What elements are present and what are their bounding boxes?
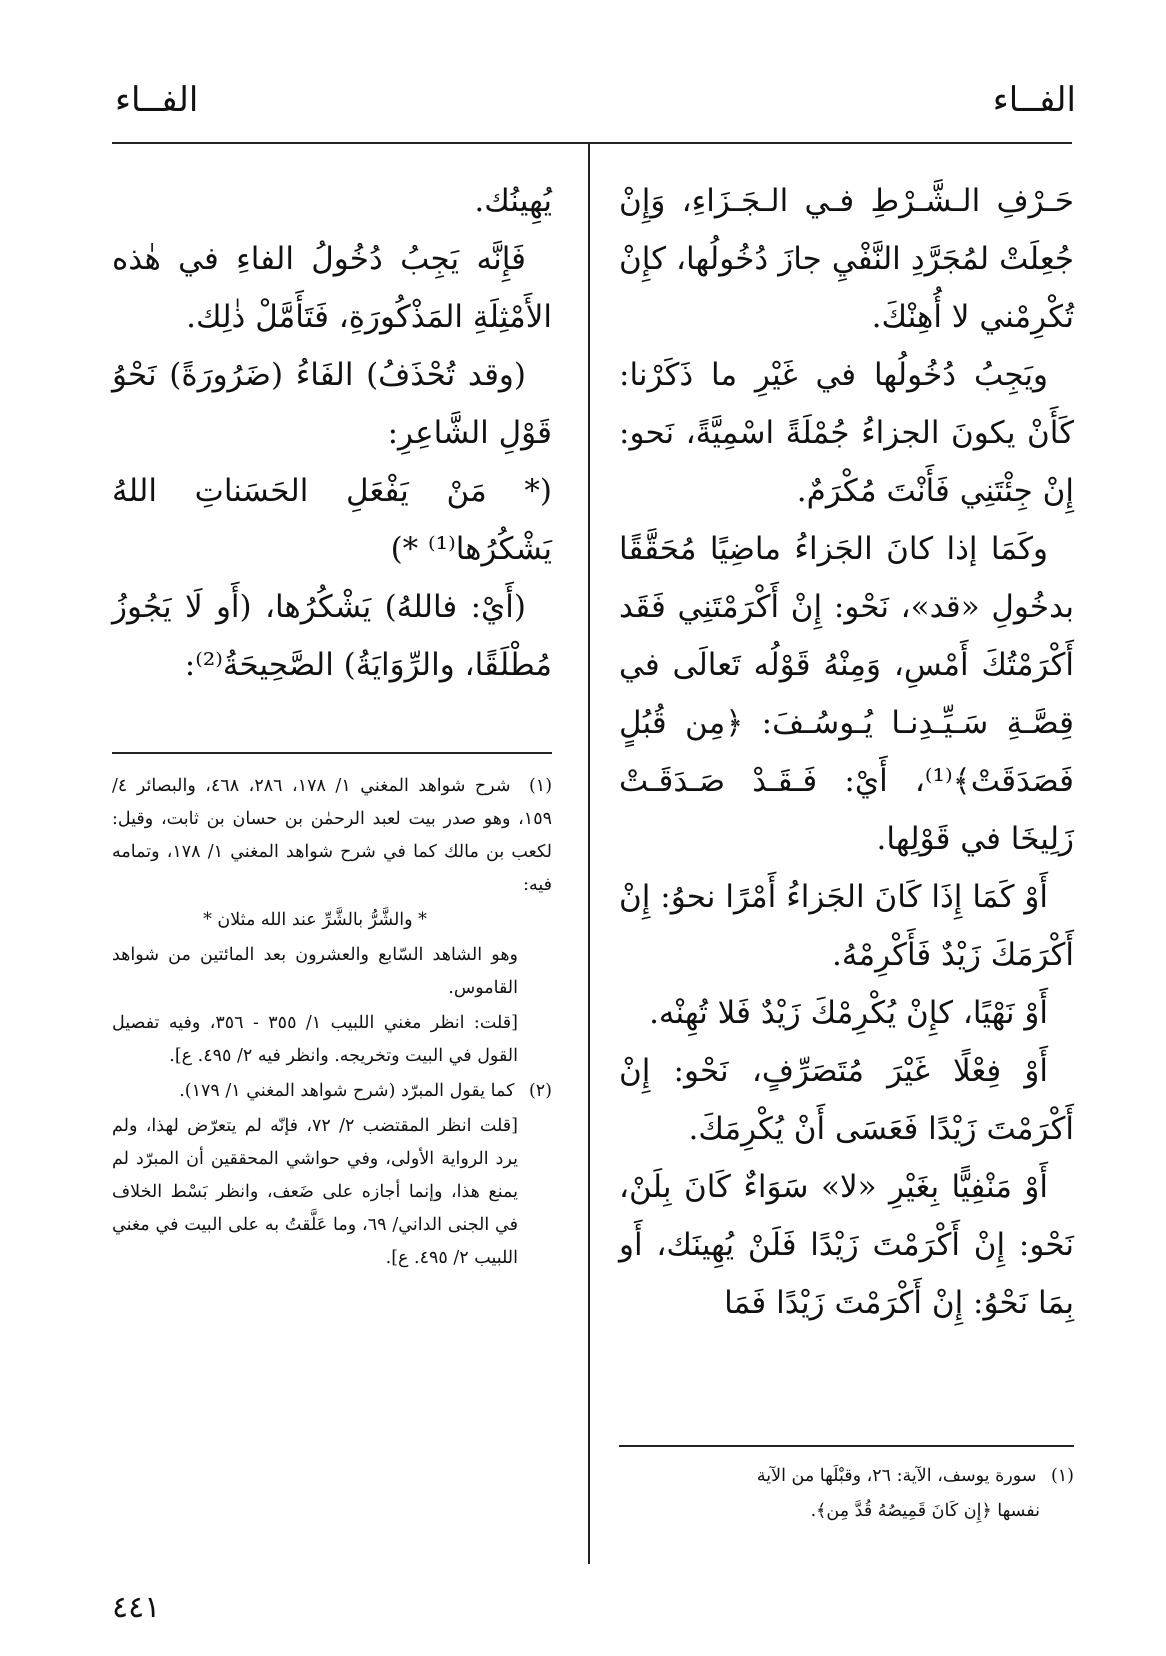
paragraph: يُهِينُك. xyxy=(474,183,552,219)
footnote-text: كما يقول المبرّد (شرح شواهد المغني ١/ ١٧٩). xyxy=(179,1081,515,1101)
footnote xyxy=(112,1007,552,1073)
footnote-rule-left xyxy=(112,752,552,754)
verse-line: (* مَنْ يَفْعَلِ الحَسَناتِ اللهُ يَشْكُرُها⁽¹⁾ *) xyxy=(112,473,552,567)
paragraph: وكَمَا إذا كانَ الجَزاءُ ماضِيًا مُحَقَّقًا بدخُولِ «قد»، نَحْو: إِنْ أَكْرَمْتَنِي فَقَد أَكْرَمْتُكَ أَمْسِ، وَمِنْهُ قَوْلُه تَعالَى في قِصَّـةِ سَـيِّـدِنـا يُـوسُـفَ: ﴿مِن قُبُلٍ فَصَدَقَتْ﴾⁽¹⁾، أَيْ: فَـقَـدْ صَـدَقَـتْ زَلِيخَا في قَوْلِها. xyxy=(619,531,1074,857)
footnote-rule-right xyxy=(619,1445,1074,1447)
paragraph: فَإِنَّه يَجِبُ دُخُولُ الفاءِ في هٰذه الأَمْثِلَةِ المَذْكُورَةِ، فَتَأَمَّلْ ذٰلِك. xyxy=(112,241,552,335)
paragraph: (وقد تُحْذَفُ) الفَاءُ (ضَرُورَةً) نَحْوُ قَوْلِ الشَّاعِرِ: xyxy=(112,357,552,451)
footnote-text: شرح شواهد المغني ١/ ١٧٨، ٢٨٦، ٤٦٨، والبصائر ٤/ ١٥٩، وهو صدر بيت لعبد الرحمٰن بن حسان بن ثابت، وقيل: لكعب بن مالك كما في شرح شواهد المغني ١/ ١٧٨، وتمامه فيه: xyxy=(112,776,552,895)
footnote-text: * والشَّرُّ بالشَّرِّ عند الله مثلان * xyxy=(203,910,427,930)
footnote xyxy=(619,1460,1074,1493)
page-number: ٤٤١ xyxy=(112,1590,161,1625)
footnote xyxy=(112,1075,552,1108)
footnote xyxy=(112,939,552,1005)
paragraph: ويَجِبُ دُخُولُها في غَيْرِ ما ذَكَرْنا: كَأَنْ يكونَ الجزاءُ جُمْلَةً اسْمِيَّةً، نَحو: إِنْ جِئْتَنِي فَأَنْتَ مُكْرَمٌ. xyxy=(619,357,1074,509)
paragraph: أَوْ كَمَا إِذَا كَانَ الجَزاءُ أَمْرًا نحوُ: إِنْ أَكْرَمَكَ زَيْدٌ فَأَكْرِمْهُ. xyxy=(619,879,1074,973)
footnote-text: نفسها ﴿إِن كَانَ قَمِيصُهُ قُدَّ مِن﴾. xyxy=(810,1501,1040,1521)
footnotes-right xyxy=(619,1460,1074,1530)
footnote-number: (١) xyxy=(1050,1466,1074,1486)
paragraph: أَوْ نَهْيًا، كإِنْ يُكْرِمْكَ زَيْدٌ فَلا تُهِنْه. xyxy=(649,995,1048,1031)
paragraph: أَوْ مَنْفِيًّا بِغَيْرِ «لا» سَوَاءٌ كَانَ بِلَنْ، نَحْو: إِنْ أَكْرَمْتَ زَيْدًا فَلَنْ يُهِينَك، أَو بِمَا نَحْوُ: إِنْ أَكْرَمْتَ زَيْدًا فَمَا xyxy=(619,1169,1074,1321)
column-divider xyxy=(588,144,590,1564)
footnote xyxy=(112,1110,552,1275)
footnote-text: سورة يوسف، الآية: ٢٦، وقبْلَها من الآية xyxy=(756,1466,1037,1486)
header-rule xyxy=(112,142,1072,144)
right-column xyxy=(619,172,1074,1332)
footnote-text: [قلت انظر المقتضب ٢/ ٧٢، فإنّه لم يتعرّض لهذا، ولم يرد الرواية الأولى، وفي حواشي المحققين أن المبرّد لم يمنع هذا، وإنما أجازه على ضَعف، وانظر بَسْط الخلاف في الجنى الداني/ ٦٩، وما عَلَّقتُ به على البيت في مغني اللبيب ٢/ ٤٩٥. ع]. xyxy=(112,1116,518,1268)
footnotes-left xyxy=(112,770,552,1277)
footnote-verse xyxy=(112,904,552,937)
footnote xyxy=(619,1495,1074,1528)
footnote xyxy=(112,770,552,902)
running-header-left: الفــاء xyxy=(115,80,199,120)
running-header-right: الفــاء xyxy=(992,80,1076,120)
paragraph: أَوْ فِعْلًا غَيْرَ مُتَصَرِّفٍ، نَحْو: إِنْ أَكْرَمْتَ زَيْدًا فَعَسَى أَنْ يُكْرِمَكَ. xyxy=(619,1053,1074,1147)
footnote-text: وهو الشاهد السّابع والعشرون بعد المائتين من شواهد القاموس. xyxy=(112,945,518,998)
paragraph: حَـرْفِ الـشَّـرْطِ فـي الـجَـزَاءِ، وَإِنْ جُعِلَتْ لمُجَرَّدِ النَّفْيِ جازَ دُخُولُها، كإِنْ تُكْرِمْني لا أُهِنْكَ. xyxy=(619,183,1074,335)
paragraph: (أَيْ: فاللهُ) يَشْكُرُها، (أَو لَا يَجُوزُ مُطْلَقًا، والرِّوَايَةُ) الصَّحِيحَةُ⁽²⁾: xyxy=(112,589,552,683)
footnote-text: [قلت: انظر مغني اللبيب ١/ ٣٥٥ - ٣٥٦، وفيه تفصيل القول في البيت وتخريجه. وانظر فيه ٢/ ٤٩٥. ع]. xyxy=(112,1013,518,1066)
left-column xyxy=(112,172,552,694)
footnote-number: (٢) xyxy=(528,1081,552,1101)
footnote-number: (١) xyxy=(528,776,553,796)
